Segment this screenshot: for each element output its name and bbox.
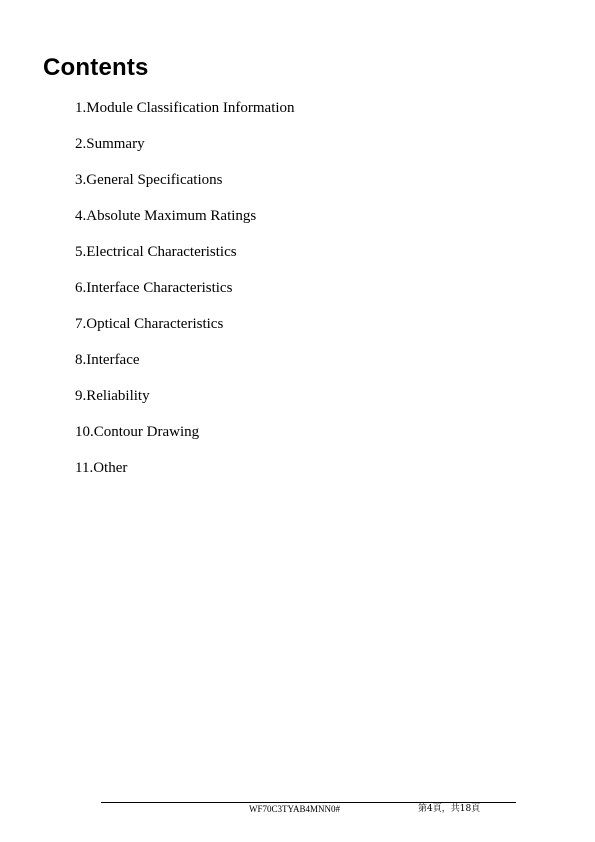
- toc-item-electrical-characteristics[interactable]: 5.Electrical Characteristics: [75, 244, 237, 260]
- toc-item-contour-drawing[interactable]: 10.Contour Drawing: [75, 424, 200, 440]
- table-of-contents: [75, 98, 295, 494]
- toc-item-other[interactable]: 11.Other: [75, 460, 128, 476]
- page-title: Contents: [43, 54, 149, 81]
- footer-model-code: WF70C3TYAB4MNN0#: [249, 804, 341, 814]
- footer-page-number: 第4頁，共18頁: [418, 804, 481, 814]
- toc-item-optical-characteristics[interactable]: 7.Optical Characteristics: [75, 316, 224, 332]
- toc-item-absolute-maximum-ratings[interactable]: 4.Absolute Maximum Ratings: [75, 208, 257, 224]
- toc-item-module-classification[interactable]: 1.Module Classification Information: [75, 100, 295, 116]
- toc-item-interface[interactable]: 8.Interface: [75, 352, 140, 368]
- toc-item-reliability[interactable]: 9.Reliability: [75, 388, 150, 404]
- toc-item-summary[interactable]: 2.Summary: [75, 136, 145, 152]
- toc-item-interface-characteristics[interactable]: 6.Interface Characteristics: [75, 280, 233, 296]
- toc-item-general-specifications[interactable]: 3.General Specifications: [75, 172, 223, 188]
